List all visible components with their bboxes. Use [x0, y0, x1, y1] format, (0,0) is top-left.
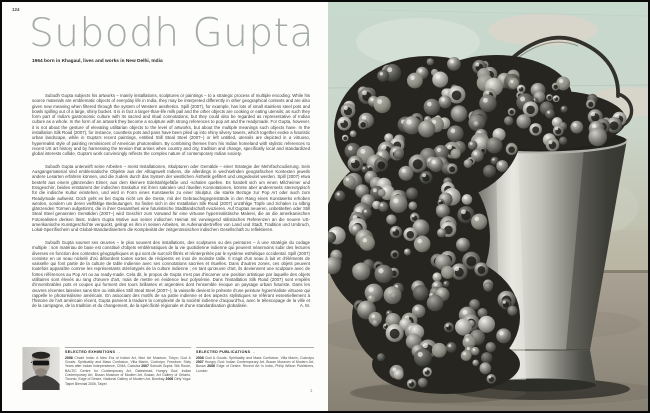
essay-paragraph-english: Subodh Gupta subjects his artworks – mainly installations, sculptures or paintings – to a strategic process of multiple encoding. While his source materials are emblematic objects of everyday life in India, they may be interpreted differently in other geographical contexts and are also given new meaning when filtered through the system of Western aesthetics. Spill (2007), for example, has lots of small stainless steel pots and bowls spilling out of a large, shiny bucket. It is in fact a larger-than-life milk pail and the other objects are cooking or eating utensils; as such they form part of India's gastronomic culture with its sacred and ritual connotations, but they could also be regarded as representative of Indian culture as a whole. In the form of an artwork they become a sculpture with strong references to pop art and the readymade. For Gupta, however, it is not about the gesture of elevating utilitarian objects to the level of artworks, but about the multiple meanings such objects have. In the installation Silk Road (2007), for instance, countless pots and pans have been piled up into shiny silvery towers, which together evoke a futuristic urban landscape, while in Gupta's recent paintings, entitled Still Steal Steel (2007–) or left untitled, utensils are depicted in a virtuoso, hyperrealist style of painting reminiscent of American photorealism. By combining themes from his Indian homeland with stylistic references to recent US art history and by harnessing the tension that arises when country and city, tradition and change, specifically local and standardized global interests collide, Gupta's work convincingly reflects the complex nature of contemporary Indian society. [32, 93, 310, 157]
selected-publications-section [196, 347, 314, 390]
entry-year: 2008 [195, 355, 204, 360]
artwork-photo [328, 2, 648, 411]
essay-paragraph-french [32, 240, 310, 309]
exhibitions-heading [65, 350, 191, 354]
entry-year: 2006 [207, 364, 215, 369]
page-number: 124 [12, 7, 20, 12]
artist-bio-line: 1964 born in Khagaul, lives and works in New Delhi, India [32, 59, 163, 64]
reference-section [22, 347, 314, 390]
sunglasses-icon [33, 361, 49, 366]
gutter-page-marker: 1 [310, 388, 313, 393]
essay-text-block [32, 93, 310, 316]
artist-name-title: Subodh Gupta [29, 11, 314, 56]
publications-heading-label: SELECTED PUBLICATIONS [195, 350, 251, 354]
portrait-hair-top [32, 352, 50, 359]
arrow-right-icon: → [116, 350, 121, 354]
entry-year: 2006 [165, 377, 174, 382]
exhibitions-heading-label: SELECTED EXHIBITIONS [65, 350, 116, 354]
publications-entries: 2008 God & Goods: Spirituality and Mass Confusion, Villa Manin, Codroipo 2007 Hungry God: Indian Contemporary Art, Busan Museum of Modern Art, Busan 2006 Edge of Desire: Recent Art in India, Philip Wilson Publishers, London [195, 355, 314, 373]
selected-exhibitions-section [65, 347, 191, 390]
artwork-photo-page [328, 2, 648, 411]
book-spread [2, 2, 648, 411]
essay-french-text: Subodh Gupta soumet ses œuvres – le plus souvent des installations, des sculptures ou des peintures – à une stratégie du codage multiple : son matériau de base est constitué d'objets emblématiques de la vie quotidienne indienne qui peuvent néanmoins subir des lectures diverses en fonction des contextes géographiques et qui sont de surcroît filtrés et réinterprétés par le système esthétique occidental. Spill (2007) consiste en un seau nickelé d'où débordent toutes sortes de récipients en inox de moindre taille. Il s'agit d'un seau à lait et d'éléments de vaisselle qui font partie de la culture de table indienne avec ses connotations sacrées et rituelles. Dans d'autres zones, ces objets peuvent toutefois apparaître comme les représentants stéréotypés de la culture indienne ; en tant qu'œuvre d'art, ils deviennent une sculpture avec de fortes références au Pop Art ou au ready-made. Cela dit, le propos de Gupta n'est pas d'incarner une position artistique par laquelle des objets utilitaires sont élevés au rang d'œuvre d'art, mais de mettre en évidence leur polysémie. Dans l'installation Silk Road (2007) sont empilés d'innombrables pots et coupes qui forment des tours brillantes et argentées dont l'ensemble évoque un paysage urbain futuriste. Dans les œuvres récentes laissées sans titre ou intitulées Still Steal Steel (2007–), la vaisselle devient le prétexte d'une peinture hyperréaliste virtuose qui rappelle le photoréalisme américain. En associant des motifs de sa patrie indienne et des aspects stylistiques se référant essentiellement à l'histoire de l'art américain récent, Gupta parvient à traduire la complexité de la société indienne d'aujourd'hui, avec le télescopage de la ville et de la campagne, de la tradition et du changement, de la spécificité régionale et d'une standardisation globalisée. [32, 240, 310, 309]
arrow-right-icon: → [251, 350, 256, 354]
entry-year: 2008 [65, 355, 73, 360]
left-page [2, 2, 328, 411]
exhibitions-entries: 2008 Chalo! India: A New Era of Indian Art, Mori Art Museum, Tokyo; God & Goods: Spirituality and Mass Confusion, Villa Manin, Codroipo; Freedom: Sixty Years after Indian Independence, CIMA, Calcutta 2007 Subodh Gupta: Silk Route, BALTIC Centre for Contemporary Art, Gateshead; Hungry God: Indian Contemporary Art, Busan Museum of Modern Art, Busan; Art Gallery of Ontario, Toronto; Edge of Desire, National Gallery of Modern Art, Bombay 2006 Dirty Yoga: Taipei Biennial 2006, Taipei [65, 355, 191, 386]
portrait-stubble [35, 368, 47, 376]
entry-year: 2007 [195, 359, 204, 364]
artist-portrait-photo [22, 347, 60, 390]
entry-year: 2007 [141, 364, 149, 369]
essay-paragraph-german: Subodh Gupta unterwirft seine Arbeiten – meist Installationen, Skulpturen oder Gemälde – einer Strategie der Mehrfachcodierung. Sein Ausgangsmaterial sind emblematische Objekte aus der Alltagswelt Indiens, die allerdings in wechselnden geografischen Kontexten jeweils andere Lesarten erfahren können, und die zudem durch das System der westlichen Ästhetik gefiltert und umgedeutet werden. Spill (2007) etwa besteht aus einem glänzenden Eimer, aus dem kleinere Edelstahlgefäße und -schalen quellen. Es handelt sich um einen Milcheimer und Essgeschirr, beides entstammt der indischen Esskultur mit ihren sakralen und rituellen Konnotationen, könnte aber andererseits stereotypisch für die indische Kultur einstehen, und wird in Form eines Kunstwerks zu einer Skulptur, die starke Bezüge zur Pop Art oder auch zum Readymade aufweist. Doch geht es bei Gupta nicht um die Geste, mit der Gebrauchsgegenstände in den Rang eines Kunstwerks erhoben werden, sondern um deren vielfältige Bedeutungen. So finden sich in der Installation Silk Road (2007) unzählige Töpfe und Schalen zu silbrig glänzenden Türmen aufgetürmt, die in ihrer Gesamtheit eine futuristische Stadtlandschaft evozieren. Auf Guptas neueren, unbetitelten oder Still Steal Steel genannten Gemälden (2007–) wird Geschirr zum Vorwand für eine virtuose hyperrealistische Malerei, die an die amerikanischen Fotorealisten denken lässt. Indem Gupta Motive aus seiner indischen Heimat mit vorwiegend stilistischen Referenzen an die neuere US-amerikanische Kunstgeschichte verquickt, gelingt es ihm in seinen Arbeiten, im Aufeinandertreffen von Land und Stadt, Tradition und Umbruch, Lokal-Spezifischem und Global-Standardisiertem die Komplexität der zeitgenössischen indischen Gesellschaft zu reflektieren. [32, 163, 310, 233]
publications-heading [196, 350, 314, 354]
author-initials: A. M. [299, 303, 310, 309]
